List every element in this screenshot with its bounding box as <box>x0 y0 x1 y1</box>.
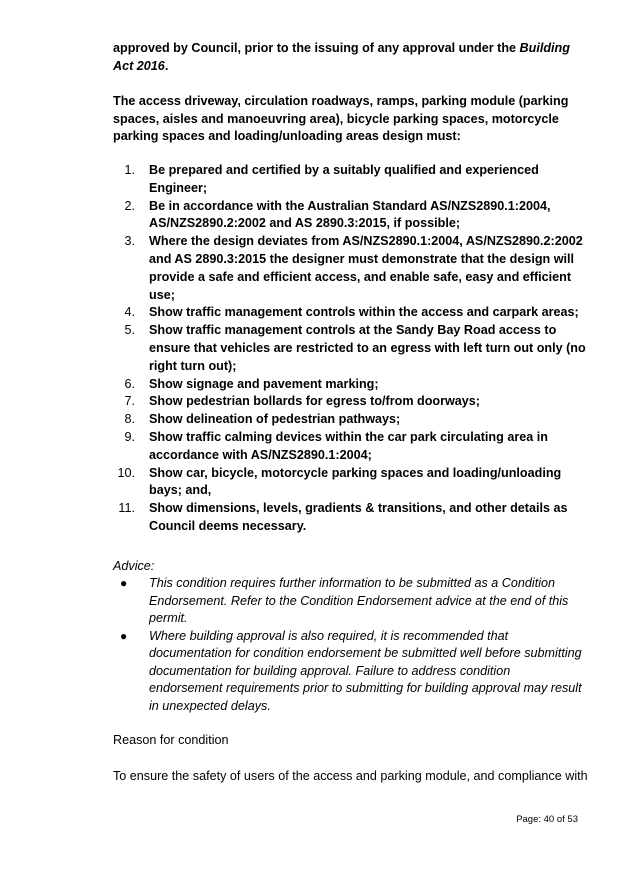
list-item-text: Show dimensions, levels, gradients & transitions, and other details as Council deems necessary. <box>149 501 568 533</box>
advice-text: Where building approval is also required, it is recommended that documentation for condition endorsement be submitted well before submitting documentation for building approval. Failure to address condition endorsement requirements prior to submitting for building approval may result in unexpected delays. <box>149 628 582 713</box>
list-number: 2. <box>124 198 135 213</box>
list-number: 9. <box>124 429 135 444</box>
list-item-text: Be in accordance with the Australian Standard AS/NZS2890.1:2004, AS/NZS2890.2:2002 and AS 2890.3:2015, if possible; <box>149 198 551 231</box>
bullet-icon: ● <box>120 576 128 590</box>
design-requirement-paragraph: The access driveway, circulation roadways, ramps, parking module (parking spaces, aisles and manoeuvring area), bicycle parking spaces, motorcycle parking spaces and loading/unloading areas design must: <box>113 94 569 144</box>
list-item-text: Show traffic calming devices within the car park circulating area in accordance with AS/NZS2890.1:2004; <box>149 429 548 462</box>
list-item <box>113 322 593 375</box>
list-item-text: Show signage and pavement marking; <box>149 376 379 391</box>
list-item <box>113 233 593 304</box>
advice-text: This condition requires further information to be submitted as a Condition Endorsement. Refer to the Condition Endorsement advice at the end of this permit. <box>149 576 569 625</box>
requirements-list <box>113 162 593 536</box>
advice-heading: Advice: <box>113 559 155 573</box>
list-item-text: Show traffic management controls within the access and carpark areas; <box>149 305 579 320</box>
list-number: 10. <box>117 465 135 480</box>
list-item-text: Show delineation of pedestrian pathways; <box>149 412 401 427</box>
list-item-text: Be prepared and certified by a suitably qualified and experienced Engineer; <box>149 163 539 195</box>
reason-heading: Reason for condition <box>113 733 229 747</box>
list-number: 4. <box>124 305 135 320</box>
list-number: 7. <box>124 394 135 409</box>
page-number: Page: 40 of 53 <box>516 814 578 825</box>
list-number: 6. <box>124 376 135 391</box>
list-item-text: Show traffic management controls at the Sandy Bay Road access to ensure that vehicles are restricted to an egress with left turn out only (no right turn out); <box>149 323 586 373</box>
list-item <box>113 393 593 411</box>
list-item <box>113 376 593 394</box>
list-number: 5. <box>124 323 135 338</box>
list-number: 11. <box>118 501 135 516</box>
list-item <box>113 304 593 322</box>
advice-bullet-item <box>113 628 583 716</box>
list-item-text: Show car, bicycle, motorcycle parking spaces and loading/unloading bays; and, <box>149 465 562 498</box>
intro-period: . <box>164 58 169 73</box>
list-number: 3. <box>124 234 135 249</box>
list-item <box>113 500 593 536</box>
list-item <box>113 411 593 429</box>
advice-bullet-item <box>113 575 583 628</box>
advice-list <box>113 575 583 715</box>
list-item <box>113 465 593 501</box>
list-number: 8. <box>124 412 135 427</box>
list-item <box>113 162 593 198</box>
building-act-name-part1: Building <box>519 41 570 55</box>
building-act-name-part2: Act 2016 <box>113 58 165 73</box>
list-number: 1. <box>124 163 135 177</box>
bullet-icon: ● <box>120 628 128 643</box>
list-item <box>113 429 593 465</box>
list-item-text: Show pedestrian bollards for egress to/from doorways; <box>149 394 480 409</box>
list-item-text: Where the design deviates from AS/NZS2890.1:2004, AS/NZS2890.2:2002 and AS 2890.3:2015 the designer must demonstrate that the design will provide a safe and efficient access, and enable safe, easy and efficient use; <box>149 234 583 302</box>
list-item <box>113 198 593 234</box>
intro-text: approved by Council, prior to the issuing of any approval under the <box>113 41 520 55</box>
intro-paragraph <box>113 40 583 75</box>
reason-text: To ensure the safety of users of the access and parking module, and compliance with <box>113 769 588 783</box>
